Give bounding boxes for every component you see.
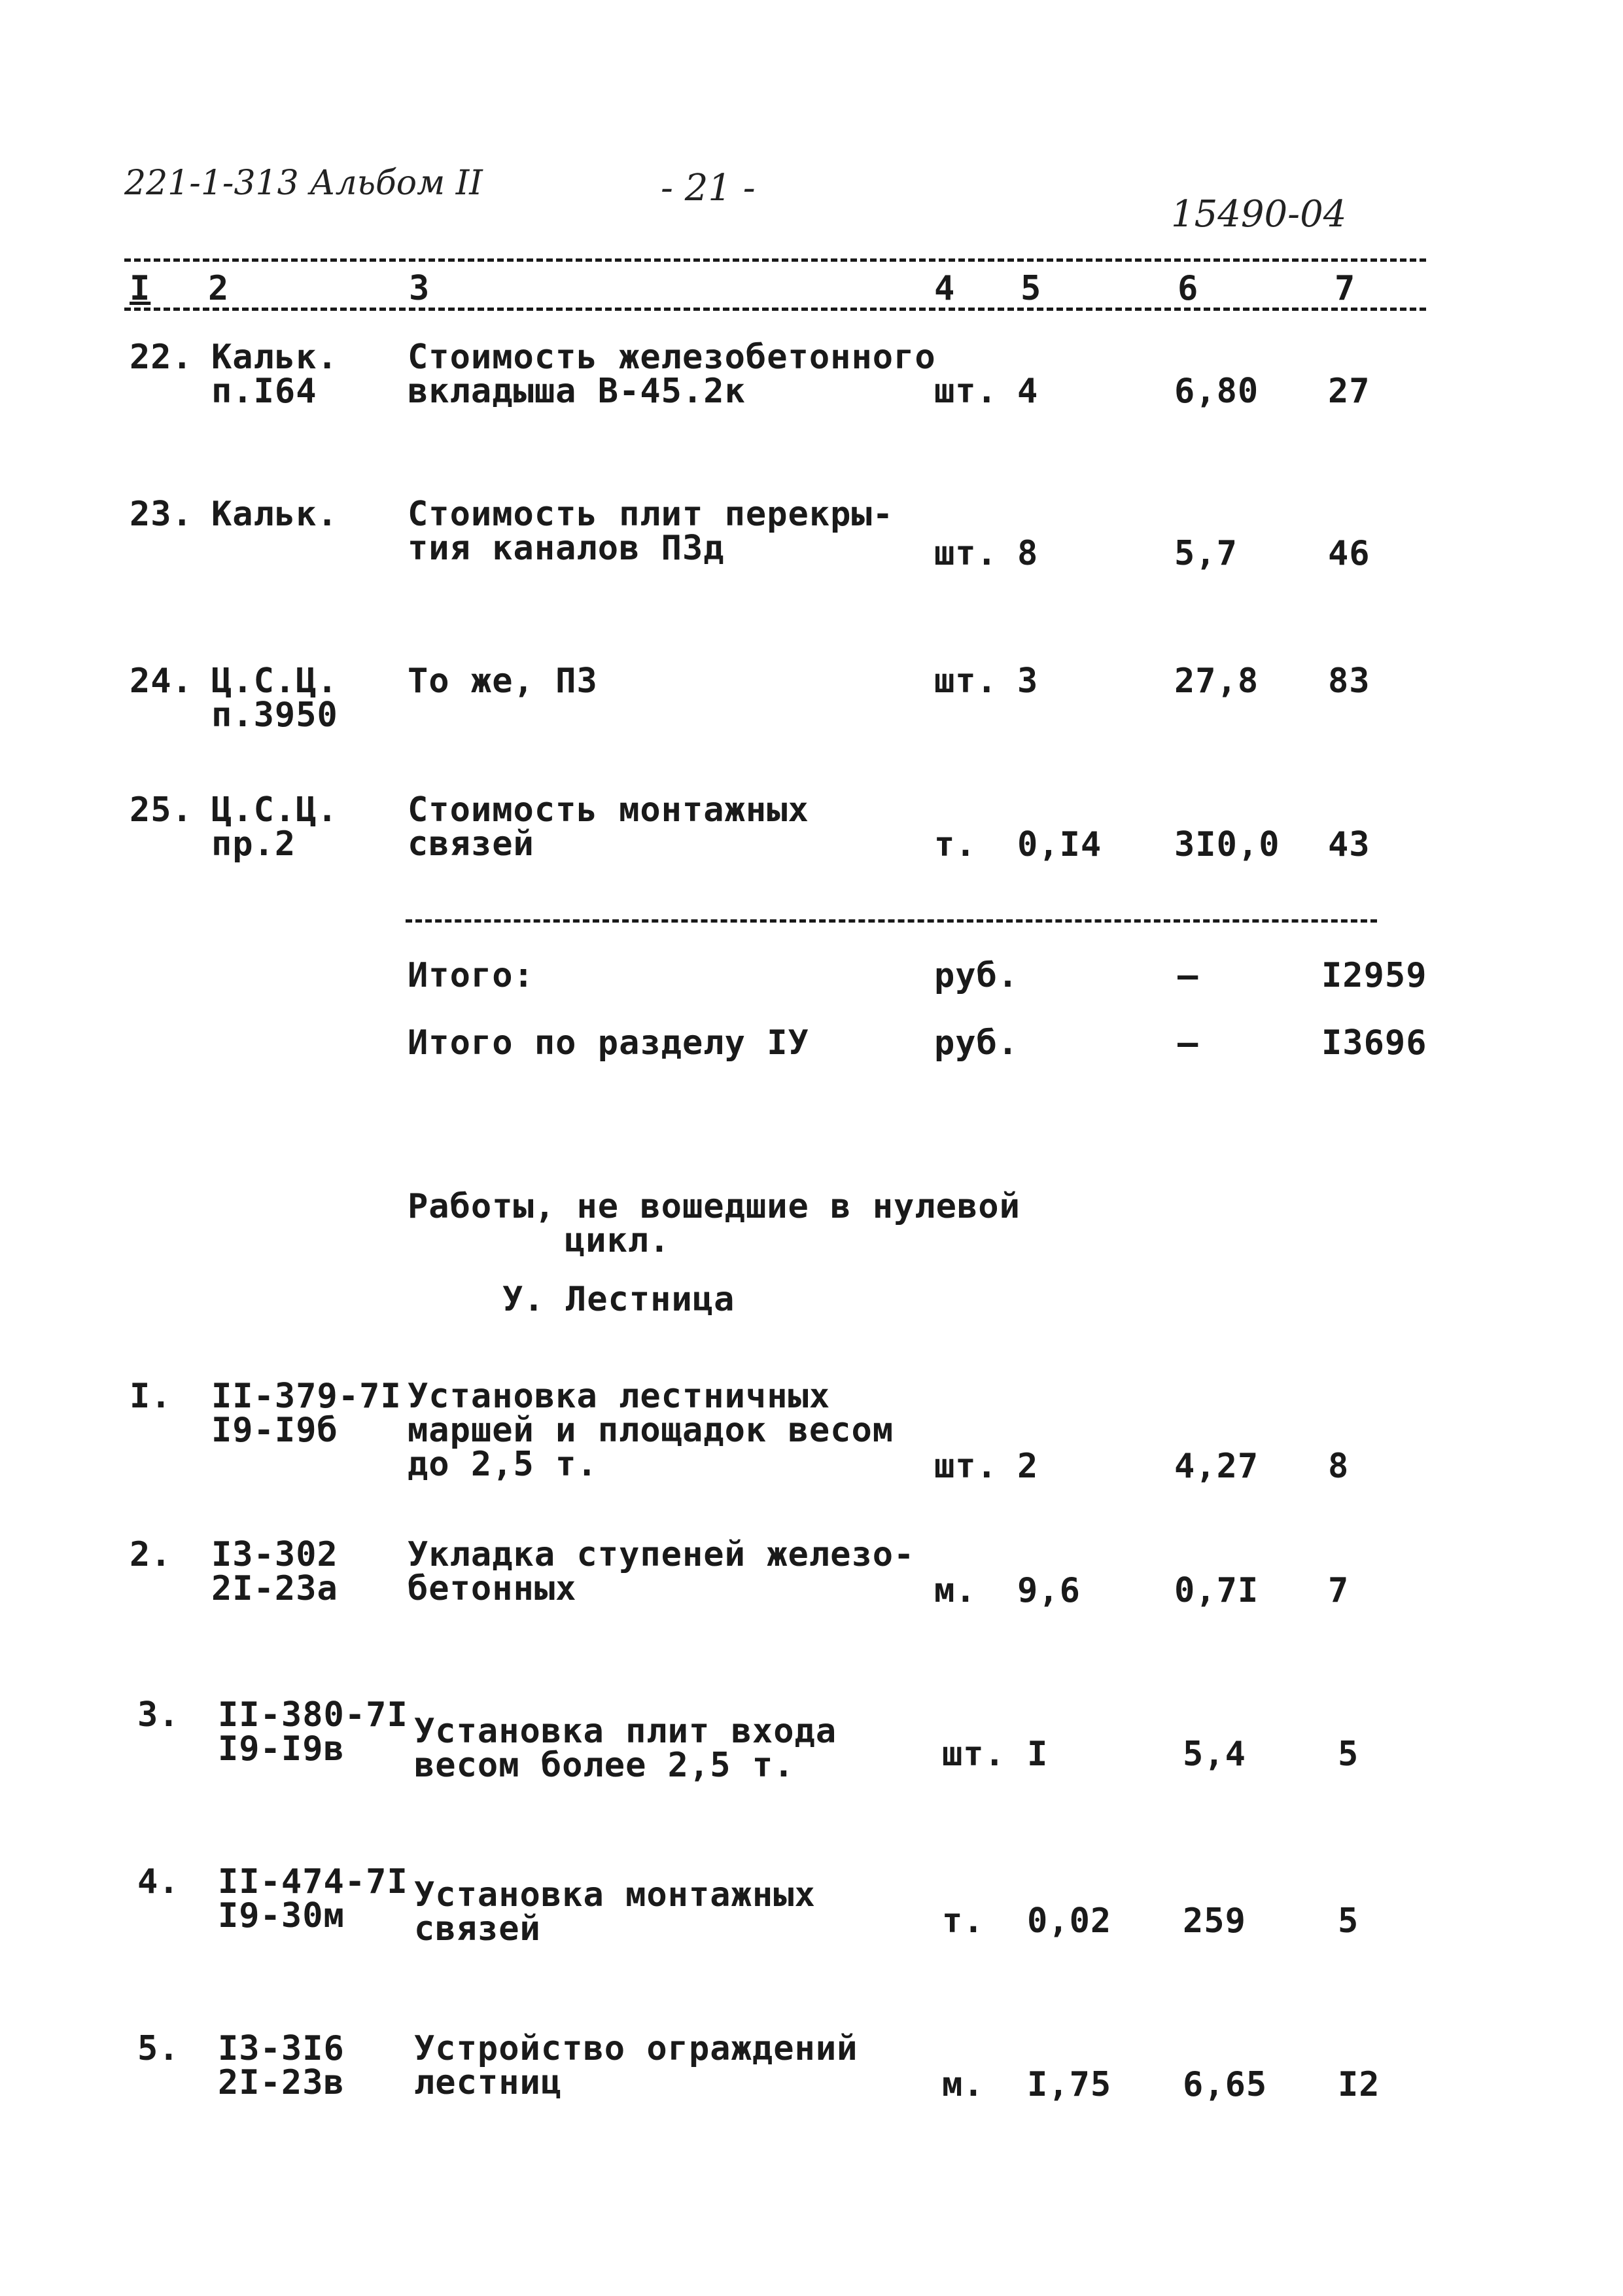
row-code: II-380-7I I9-I9в xyxy=(218,1695,408,1769)
header-rule-top xyxy=(124,258,1426,262)
total-label: Итого по разделу IУ xyxy=(408,1023,809,1063)
row-number: 24. xyxy=(130,662,193,701)
section-note: Работы, не вошедшие в нулевой цикл. xyxy=(408,1187,1021,1260)
row-total: 46 xyxy=(1328,534,1370,573)
row-description: Стоимость железобетонного вкладыша В-45.2к xyxy=(408,338,936,411)
row-quantity: 4 xyxy=(1017,372,1039,411)
row-code: II-379-7I I9-I9б xyxy=(211,1377,402,1450)
row-price: 259 xyxy=(1183,1901,1246,1941)
row-quantity: 3 xyxy=(1017,662,1039,701)
total-dash: – xyxy=(1178,956,1199,995)
total-value: I2959 xyxy=(1321,956,1427,995)
row-unit: шт. xyxy=(942,1735,1005,1774)
row-total: 27 xyxy=(1328,372,1370,411)
total-label: Итого: xyxy=(408,956,534,995)
row-price: 6,65 xyxy=(1183,2065,1268,2104)
row-description: Устройство ограждений лестниц xyxy=(414,2029,858,2102)
total-value: I3696 xyxy=(1321,1023,1427,1063)
row-price: 0,7I xyxy=(1174,1571,1259,1610)
header-rule-bottom xyxy=(124,308,1426,311)
section-title: У. Лестница xyxy=(502,1280,735,1319)
row-unit: шт. xyxy=(934,372,998,411)
row-quantity: 0,I4 xyxy=(1017,825,1102,864)
row-quantity: 8 xyxy=(1017,534,1039,573)
row-price: 6,80 xyxy=(1174,372,1259,411)
row-unit: т. xyxy=(942,1901,985,1941)
row-quantity: 0,02 xyxy=(1027,1901,1112,1941)
row-price: 5,4 xyxy=(1183,1735,1246,1774)
row-number: 2. xyxy=(130,1535,172,1574)
row-number: 23. xyxy=(130,495,193,534)
row-unit: шт. xyxy=(934,662,998,701)
row-description: Установка монтажных связей xyxy=(414,1875,816,1949)
row-quantity: I xyxy=(1027,1735,1049,1774)
row-total: 43 xyxy=(1328,825,1370,864)
row-price: 3I0,0 xyxy=(1174,825,1280,864)
row-description: Установка лестничных маршей и площадок весом до 2,5 т. xyxy=(408,1377,894,1484)
row-total: I2 xyxy=(1338,2065,1380,2104)
col-header-1: I xyxy=(130,269,151,308)
row-number: I. xyxy=(130,1377,172,1416)
row-description: Установка плит входа весом более 2,5 т. xyxy=(414,1712,837,1785)
row-code: Кальк. xyxy=(211,495,338,534)
row-description: Стоимость плит перекры- тия каналов П3д xyxy=(408,495,894,568)
row-quantity: 2 xyxy=(1017,1447,1039,1486)
row-total: 7 xyxy=(1328,1571,1350,1610)
row-number: 3. xyxy=(137,1695,180,1735)
row-number: 5. xyxy=(137,2029,180,2068)
col-header-2: 2 xyxy=(208,269,230,308)
row-code: Ц.С.Ц. пр.2 xyxy=(211,790,338,864)
row-number: 4. xyxy=(137,1862,180,1901)
row-quantity: 9,6 xyxy=(1017,1571,1081,1610)
row-total: 5 xyxy=(1338,1735,1359,1774)
page-number: - 21 - xyxy=(661,167,756,209)
row-unit: шт. xyxy=(934,1447,998,1486)
row-number: 25. xyxy=(130,790,193,830)
row-code: I3-302 2I-23а xyxy=(211,1535,338,1608)
row-quantity: I,75 xyxy=(1027,2065,1112,2104)
col-header-4: 4 xyxy=(934,269,956,308)
row-code: II-474-7I I9-30м xyxy=(218,1862,408,1935)
row-unit: т. xyxy=(934,825,977,864)
totals-separator xyxy=(406,919,1377,923)
row-description: То же, П3 xyxy=(408,662,598,701)
header-right-note: 15490-04 xyxy=(1171,193,1347,236)
row-unit: м. xyxy=(942,2065,985,2104)
row-code: Ц.С.Ц. п.3950 xyxy=(211,662,338,735)
col-header-6: 6 xyxy=(1178,269,1199,308)
row-price: 4,27 xyxy=(1174,1447,1259,1486)
total-unit: руб. xyxy=(934,956,1019,995)
row-code: I3-3I6 2I-23в xyxy=(218,2029,345,2102)
row-total: 5 xyxy=(1338,1901,1359,1941)
row-code: Кальк. п.I64 xyxy=(211,338,338,411)
total-dash: – xyxy=(1178,1023,1199,1063)
row-total: 83 xyxy=(1328,662,1370,701)
col-header-5: 5 xyxy=(1021,269,1042,308)
row-unit: м. xyxy=(934,1571,977,1610)
row-description: Укладка ступеней железо- бетонных xyxy=(408,1535,915,1608)
total-unit: руб. xyxy=(934,1023,1019,1063)
row-price: 27,8 xyxy=(1174,662,1259,701)
row-number: 22. xyxy=(130,338,193,377)
row-price: 5,7 xyxy=(1174,534,1238,573)
row-unit: шт. xyxy=(934,534,998,573)
col-header-7: 7 xyxy=(1335,269,1356,308)
header-left-note: 221-1-313 Альбом II xyxy=(124,164,483,203)
row-description: Стоимость монтажных связей xyxy=(408,790,809,864)
col-header-3: 3 xyxy=(409,269,430,308)
row-total: 8 xyxy=(1328,1447,1350,1486)
